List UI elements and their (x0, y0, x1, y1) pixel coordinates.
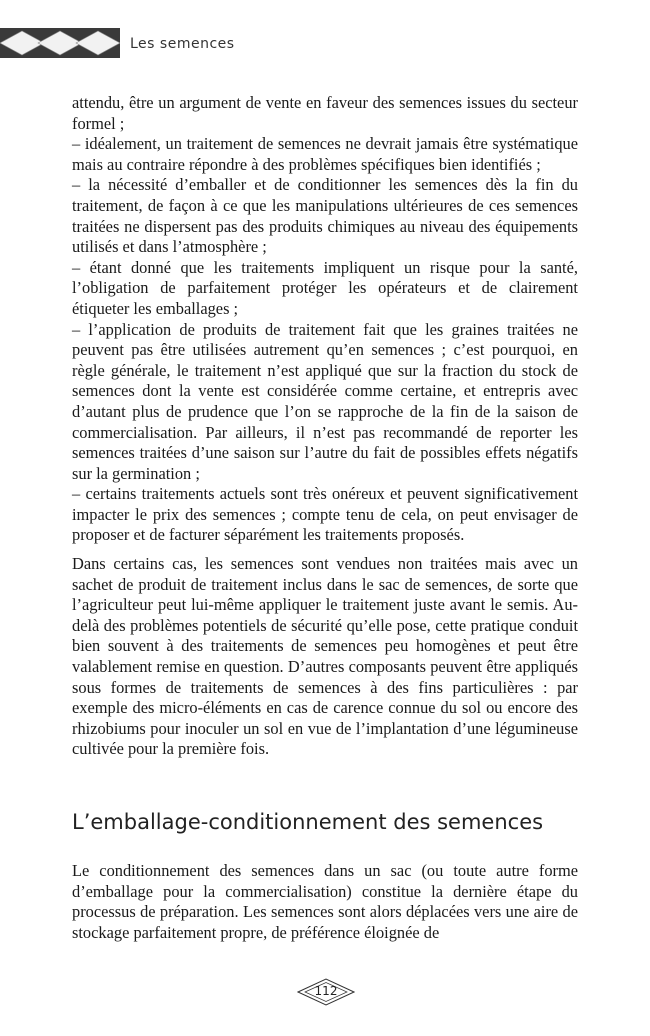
body-text (72, 93, 578, 760)
page-number: 112 (314, 984, 338, 998)
list-item: – idéalement, un traitement de semences ne devrait jamais être systématique mais au contraire répondre à des problèmes spécifiques bien identifiés ; (72, 134, 578, 174)
paragraph: Dans certains cas, les semences sont vendues non traitées mais avec un sachet de produit de traitement inclus dans le sac de semences, de sorte que l’agriculteur peut lui-même appliquer le traitement juste avant le semis. Au-delà des problèmes potentiels de sécurité qu’elle pose, cette pratique conduit bien souvent à des traitements de semences peu homogènes et peut être valablement remise en question. D’autres composants peuvent être appliqués sous formes de traitements de semences à des fins particulières : par exemple des micro-éléments en cas de carence connue du sol ou encore des rhizobiums pour inoculer un sol en vue de l’implantation d’une légumineuse cultivée pour la première fois. (72, 554, 578, 759)
list-item: – certains traitements actuels sont très onéreux et peuvent significativement impacter le prix des semences ; compte tenu de cela, on peut envisager de proposer et de facturer séparément les traitements proposés. (72, 484, 578, 545)
section-body (72, 861, 578, 943)
list-item: – l’application de produits de traitement fait que les graines traitées ne peuvent pas être utilisées autrement qu’en semences ; c’est pourquoi, en règle générale, le traitement n’est appliqué que sur la fraction du stock de semences dont la vente est considérée comme certaine, et entrepris avec d’autant plus de prudence que l’on se rapproche de la fin de la saison de commercialisation. Par ailleurs, il n’est pas recommandé de reporter les semences traitées d’une saison sur l’autre du fait de possibles effets négatifs sur la germination ; (72, 319, 578, 483)
list-item: – la nécessité d’emballer et de conditionner les semences dès la fin du traitement, de façon à ce que les manipulations ultérieures de ces semences traitées ne dispersent pas des produits chimiques au niveau des équipements utilisés et dans l’atmosphère ; (72, 175, 578, 257)
paragraph: Le conditionnement des semences dans un sac (ou toute autre forme d’emballage pour la commercialisation) constitue la dernière étape du processus de préparation. Les semences sont alors déplacées vers une aire de stockage parfaitement propre, de préférence éloignée de (72, 861, 578, 942)
paragraph: attendu, être un argument de vente en faveur des semences issues du secteur formel ; (72, 93, 578, 133)
running-head: Les semences (130, 36, 235, 52)
header-diamond-band (0, 28, 120, 58)
list-item: – étant donné que les traitements impliquent un risque pour la santé, l’obligation de parfaitement protéger les opérateurs et de clairement étiqueter les emballages ; (72, 257, 578, 318)
section-heading: L’emballage-conditionnement des semences (72, 810, 544, 834)
page-number-badge (297, 978, 355, 1006)
